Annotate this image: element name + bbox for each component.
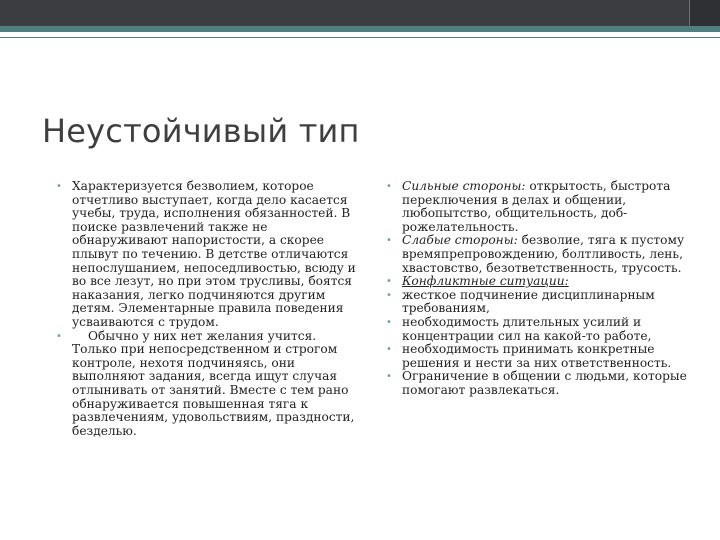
list-item — [56, 330, 356, 439]
paragraph-text: Характеризуется безволием, которое отчетливо выступает, когда дело касается учебы, труда, исполнения обязанностей. В поиске развлечений также не обнаруживают напористости, а скорее плывут по течению. В детстве отличаются непослушанием, непоседливостью, всюду и во все лезут, но при этом трусливы, боятся наказания, легко подчиняются другим детям. Элементарные правила поведения усваиваются с трудом. — [72, 179, 356, 329]
list-item — [386, 234, 692, 275]
list-item — [56, 180, 356, 330]
left-column — [56, 180, 356, 438]
bullet-icon: • — [386, 181, 392, 192]
item-text: Ограничение в общении с людьми, которые помогают развлекаться. — [402, 369, 687, 397]
list-item — [386, 289, 692, 316]
bullet-icon: • — [56, 181, 62, 192]
top-decorative-bar — [0, 0, 720, 26]
bullet-icon: • — [386, 289, 392, 301]
accent-stripe — [0, 26, 720, 32]
item-label: Слабые стороны: — [402, 233, 518, 248]
item-text: жесткое подчинение дисциплинарным требованиям, — [402, 287, 655, 316]
bullet-icon: • — [386, 316, 392, 328]
bullet-icon: • — [56, 330, 62, 342]
list-item — [386, 370, 692, 397]
list-item — [386, 180, 692, 234]
item-text: открытость, быстрота переключения в делах и общении, любопытство, общительность, доб-рожелательность. — [402, 179, 671, 234]
list-item — [386, 343, 692, 370]
accent-thin-line — [0, 37, 720, 38]
top-corner-box — [689, 0, 720, 26]
bullet-icon: • — [386, 344, 392, 356]
item-label: Сильные стороны: — [402, 179, 526, 193]
item-text: необходимость длительных усилий и концентрации сил на какой-то работе, — [402, 314, 652, 343]
list-item — [386, 316, 692, 343]
right-column — [386, 180, 692, 398]
bullet-icon: • — [386, 276, 392, 288]
paragraph-text: Обычно у них нет желания учится. Только при непосредственном и строгом контроле, нехотя подчиняясь, они выполняют задания, всегда ищут случая отлынивать от занятий. Вместе с тем рано обнаруживается повышенная тяга к развлечениям, удовольствиям, праздности, безделью. — [72, 328, 355, 438]
slide-title: Неустойчивый тип — [42, 112, 360, 150]
item-label: Конфликтные ситуации: — [402, 274, 569, 289]
bullet-icon: • — [386, 235, 392, 247]
item-text: необходимость принимать конкретные решения и нести за них ответственность. — [402, 342, 672, 370]
item-text: безволие, тяга к пустому времяпрепровождению, болтливость, лень, хвастовство, безответственность, трусость. — [402, 233, 685, 275]
bullet-icon: • — [386, 371, 392, 383]
list-item — [386, 275, 692, 289]
